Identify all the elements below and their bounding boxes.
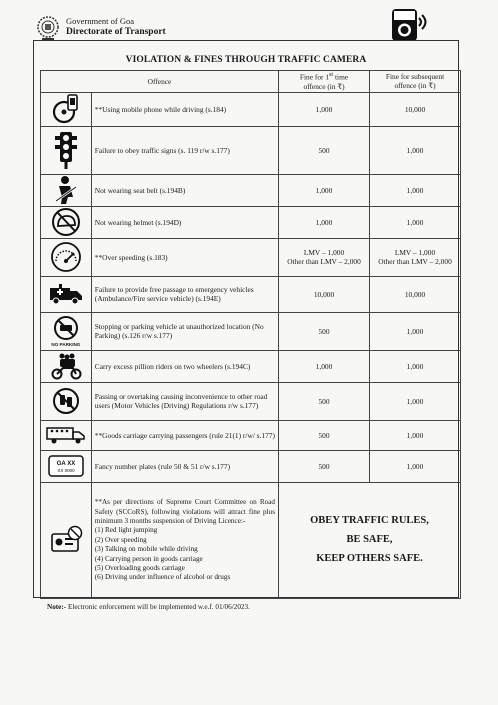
table-row	[41, 350, 461, 382]
sc-note-item: (1) Red light jumping	[94, 526, 158, 535]
sc-note-item: (6) Driving under influence of alcohol or drugs	[94, 573, 231, 582]
fine-first-cell: 500	[279, 450, 370, 482]
fine-first-cell: 1,000	[279, 206, 370, 238]
plate-bottom-text: XX 0000	[57, 468, 75, 474]
goods-carriage-icon	[46, 425, 86, 445]
sc-note-item: (3) Talking on mobile while driving	[94, 545, 198, 554]
footer-note: Note:- Electronic enforcement will be implemented w.e.f. 01/06/2023.	[47, 603, 250, 611]
offence-cell: Stopping or parking vehicle at unauthorized location (No Parking) (s.126 r/w s.177)	[91, 312, 278, 350]
no-helmet-icon	[51, 207, 81, 237]
fine-first-cell: 500	[279, 420, 370, 450]
fine-first-header: Fine for 1st time offence (in ₹)	[279, 71, 370, 93]
fine-subsequent-cell: 10,000	[369, 276, 460, 312]
offence-cell: Not wearing helmet (s.194D)	[91, 206, 278, 238]
offence-header: Offence	[41, 71, 279, 93]
fine-first-cell: 1,000	[279, 174, 370, 206]
goa-emblem-icon	[36, 14, 60, 42]
offence-cell: **Using mobile phone while driving (s.184)	[91, 92, 278, 126]
offence-cell: **Over speeding (s.183)	[91, 238, 278, 276]
table-header-row	[41, 71, 461, 93]
table-row	[41, 450, 461, 482]
table-row	[41, 126, 461, 174]
fine-subsequent-cell: 1,000	[369, 450, 460, 482]
fine-subsequent-cell	[369, 238, 460, 276]
table-row	[41, 238, 461, 276]
table-row	[41, 420, 461, 450]
fines-table	[40, 70, 461, 599]
fine-subsequent-cell: 1,000	[369, 350, 460, 382]
slogan-line: KEEP OTHERS SAFE.	[316, 552, 423, 564]
fine-subsequent-cell: 1,000	[369, 174, 460, 206]
fine-subsequent-cell: 1,000	[369, 206, 460, 238]
footer-note-text: Electronic enforcement will be implemented w.e.f. 01/06/2023.	[67, 603, 250, 611]
table-row	[41, 206, 461, 238]
table-row	[41, 174, 461, 206]
fine-first-cell: 500	[279, 312, 370, 350]
fine-first-text: LMV – 1,000 Other than LMV – 2,000	[287, 248, 361, 267]
offence-cell: Fancy number plates (rule 50 & 51 r/w s.177)	[91, 450, 278, 482]
ambulance-icon	[49, 283, 83, 305]
sc-note-intro: **As per directions of Supreme Court Committee on Road Safety (SCCoRS), following violations will attract fine plus minimum 3 months suspension of Driving Licence:-	[94, 498, 276, 526]
table-row	[41, 382, 461, 420]
no-overtaking-icon	[52, 387, 80, 415]
table-row	[41, 276, 461, 312]
offence-cell: Passing or overtaking causing inconvenience to other road users (Motor Vehicles (Driving) Regulations r/w s.177)	[91, 382, 278, 420]
fine-subsequent-header: Fine for subsequent offence (in ₹)	[369, 71, 460, 93]
fine-subsequent-text: LMV – 1,000 Other than LMV – 2,000	[378, 248, 452, 267]
offence-cell: Failure to provide free passage to emergency vehicles (Ambulance/Fire service vehicle) (s.194E)	[91, 276, 278, 312]
table-row	[41, 92, 461, 126]
sc-note-cell	[91, 482, 278, 598]
offence-cell: Carry excess pillion riders on two wheelers (s.194C)	[91, 350, 278, 382]
offence-cell: Not wearing seat belt (s.194B)	[91, 174, 278, 206]
directorate-label: Directorate of Transport	[66, 27, 166, 37]
seat-belt-icon	[52, 175, 80, 205]
fine-subsequent-cell: 10,000	[369, 92, 460, 126]
licence-suspended-icon	[49, 525, 83, 555]
fine-first-cell: 500	[279, 126, 370, 174]
traffic-camera-icon	[391, 6, 431, 42]
traffic-signal-icon	[55, 131, 77, 169]
no-parking-label: NO PARKING	[51, 342, 81, 348]
fine-first-cell: 500	[279, 382, 370, 420]
fine-subsequent-cell: 1,000	[369, 420, 460, 450]
sc-note-item: (2) Over speeding	[94, 535, 147, 544]
mobile-phone-driving-icon	[51, 94, 81, 124]
fine-subsequent-cell: 1,000	[369, 126, 460, 174]
no-parking-icon	[53, 315, 79, 341]
table-row	[41, 312, 461, 350]
fine-subsequent-cell: 1,000	[369, 312, 460, 350]
fine-first-cell	[279, 238, 370, 276]
fine-first-cell: 1,000	[279, 350, 370, 382]
government-label: Government of Goa	[66, 16, 134, 26]
slogan-line: OBEY TRAFFIC RULES,	[310, 515, 429, 527]
plate-top-text: GA XX	[56, 461, 76, 468]
slogan-line: BE SAFE,	[346, 534, 393, 546]
pillion-riders-icon	[49, 352, 83, 380]
slogan-cell	[279, 482, 461, 598]
fine-subsequent-cell: 1,000	[369, 382, 460, 420]
fine-first-cell: 10,000	[279, 276, 370, 312]
fine-first-cell: 1,000	[279, 92, 370, 126]
offence-cell: Failure to obey traffic signs (s. 119 r/w s.177)	[91, 126, 278, 174]
sc-note-row	[41, 482, 461, 598]
document-title: VIOLATION & FINES THROUGH TRAFFIC CAMERA	[125, 55, 367, 65]
sc-note-item: (4) Carrying person in goods carriage	[94, 554, 203, 563]
sc-note-item: (5) Overloading goods carriage	[94, 563, 185, 572]
number-plate-icon	[48, 455, 84, 477]
offence-cell: **Goods carriage carrying passengers (rule 21(1) r/w/ s.177)	[91, 420, 278, 450]
speedometer-icon	[50, 241, 82, 273]
